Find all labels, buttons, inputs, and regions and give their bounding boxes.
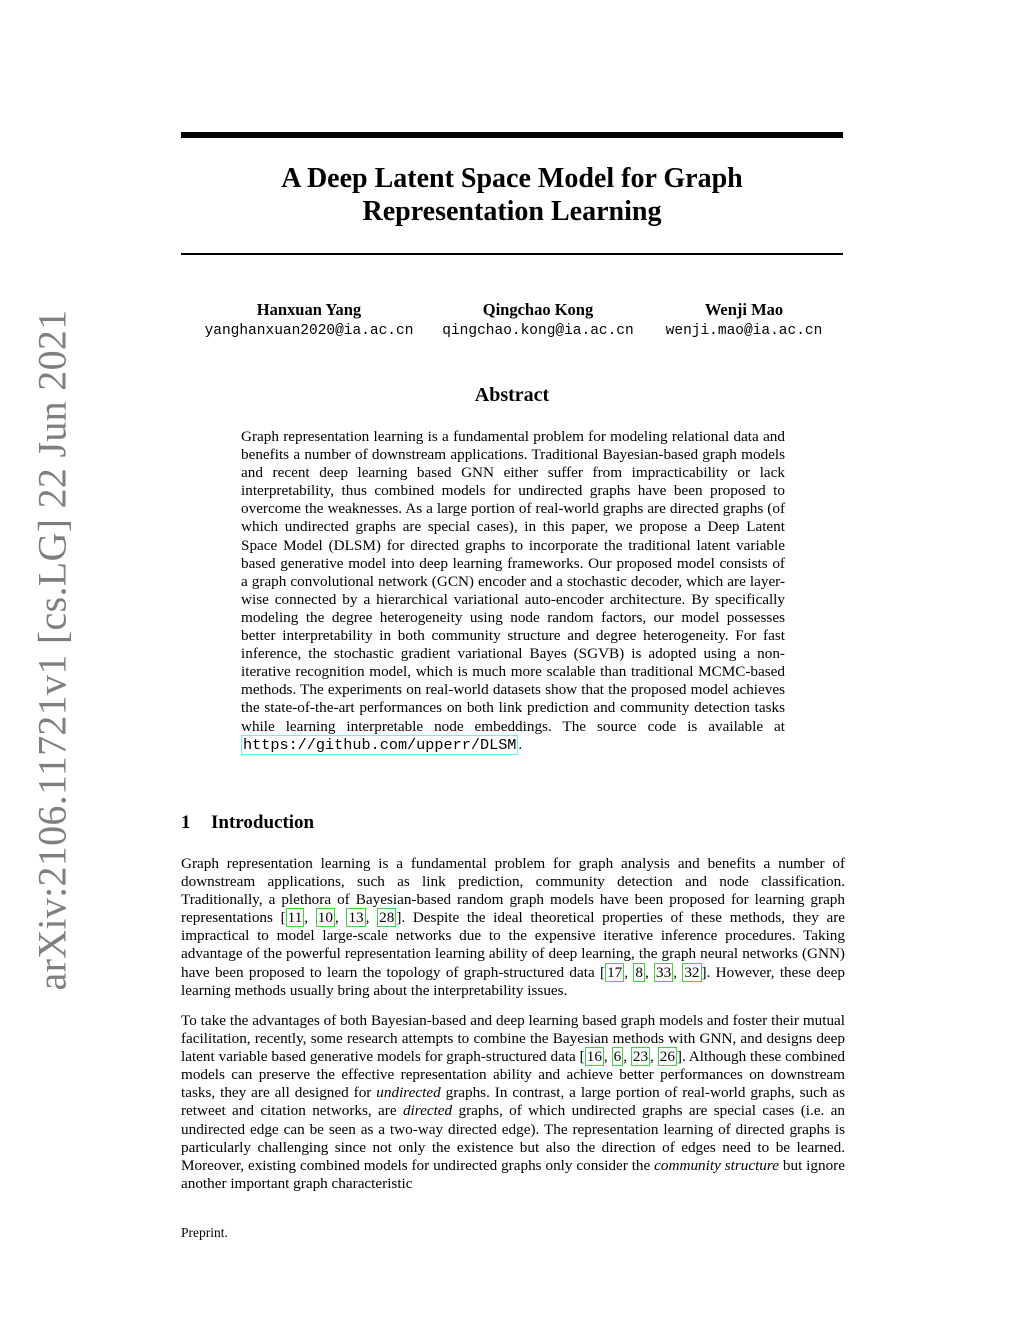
citation-link[interactable]: 16	[586, 1048, 602, 1066]
arxiv-identifier-stamp: arXiv:2106.11721v1 [cs.LG] 22 Jun 2021	[29, 309, 75, 991]
intro-paragraph-2: To take the advantages of both Bayesian-based and deep learning based graph models and foster their mutual facilitation, recently, some research attempts to combine the Bayesian methods with GNN, and designs deep latent variable based generative models for graph-structured data [ 16 , 6 , 23 , 26 ]. Although these combined models can preserve the effective representation ability and achieve better performances on downstream tasks, they are all designed for undirected graphs. In contrast, a large portion of real-world graphs, such as retweet and citation networks, are directed graphs, of which undirected graphs are special cases (i.e. an undirected edge can be seen as a two-way directed edge). The representation learning of directed graphs is particularly challenging since not only the existence but also the direction of edges need to be learned. Moreover, existing combined models for undirected graphs only consider the community structure but ignore another important graph characteristic	[181, 1012, 846, 1192]
abstract-heading: Abstract	[474, 384, 550, 406]
abstract-end: .	[518, 735, 523, 753]
section-number: 1	[181, 812, 191, 833]
paper-title	[181, 162, 843, 228]
section-heading	[181, 812, 314, 834]
citation-link[interactable]: 26	[659, 1048, 675, 1066]
author-block-1	[179, 300, 439, 341]
emphasis-text: community structure	[654, 1156, 779, 1174]
citation-link[interactable]: 13	[348, 909, 364, 927]
para-text: graphs, of which undirected graphs are special cases (i.e. an undirected edge can be seen as a two-way directed edge). The representation learning of directed graphs is particularly challenging since not only the existence but also the direction of edges need to be learned. Moreover, existing combined models for undirected graphs only consider the	[181, 1102, 845, 1174]
title-top-rule	[181, 132, 843, 138]
emphasis-text: directed	[402, 1102, 453, 1120]
citation-link[interactable]: 11	[287, 909, 303, 927]
section-title: Introduction	[211, 812, 315, 833]
citation-link[interactable]: 32	[684, 963, 700, 981]
citation-link[interactable]: 17	[607, 963, 623, 981]
para-text: graphs. In contrast, a large portion of real-world graphs, such as retweet and citation networks, are	[181, 1084, 845, 1120]
abstract-text: Graph representation learning is a fundamental problem for modeling relational data and benefits a number of downstream applications. Traditional Bayesian-based graph models and recent deep learning based GNN either suffer from impracticability or lack interpretability, thus combined models for undirected graphs have been proposed to overcome the weaknesses. As a large portion of real-world graphs are directed graphs (of which undirected graphs are special cases), in this paper, we propose a Deep Latent Space Model (DLSM) for directed graphs to incorporate the traditional latent variable based generative model into deep learning frameworks. Our proposed model consists of a graph convolutional network (GCN) encoder and a stochastic decoder, which are layer-wise connected by a hierarchical variational auto-encoder architecture. By specifically modeling the degree heterogeneity using node random factors, our model possesses better interpretability in both community structure and degree heterogeneity. For fast inference, the stochastic gradient variational Bayes (SGVB) is adopted using a non-iterative recognition model, which is much more scalable than traditional MCMC-based methods. The experiments on real-world datasets show that the proposed model achieves the state-of-the-art performances on both link prediction and community detection tasks while learning interpretable node embeddings. The source code is available at	[241, 428, 785, 735]
citation-link[interactable]: 33	[656, 963, 672, 981]
para-text: To take the advantages of both Bayesian-based and deep learning based graph models and foster their mutual facilitation, recently, some research attempts to combine the Bayesian methods with GNN, and designs deep latent variable based generative models for graph-structured data [	[181, 1012, 845, 1066]
emphasis-text: undirected	[376, 1084, 441, 1102]
author-name: Wenji Mao	[704, 300, 784, 319]
author-block-3	[614, 300, 874, 341]
footer-preprint-label: Preprint.	[181, 1225, 228, 1240]
author-name: Hanxuan Yang	[256, 300, 362, 319]
title-bottom-rule	[181, 253, 843, 255]
title-line-2: Representation Learning	[362, 196, 662, 227]
para-text: ]. Despite the ideal theoretical properties of these methods, they are impractical to model large-scale networks due to the expensive iterative inference procedures. Taking advantage of the powerful representation learning ability of deep learning, the graph neural networks (GNN) have been proposed to learn the topology of graph-structured data [	[181, 909, 846, 981]
author-email: wenji.mao@ia.ac.cn	[665, 323, 823, 339]
author-email: yanghanxuan2020@ia.ac.cn	[204, 323, 414, 339]
citation-link[interactable]: 8	[635, 963, 643, 981]
para-text: Graph representation learning is a fundamental problem for graph analysis and benefits a number of downstream applications, such as link prediction, community detection and node classification. Traditionally, a plethora of Bayesian-based random graph models have been proposed for learning graph representations [	[181, 855, 845, 927]
para-text: ]. Although these combined models can preserve the effective representation ability and achieve better performances on downstream tasks, they are all designed for	[181, 1048, 846, 1102]
intro-paragraph-1: Graph representation learning is a fundamental problem for graph analysis and benefits a number of downstream applications, such as link prediction, community detection and node classification. Traditionally, a plethora of Bayesian-based random graph models have been proposed for learning graph representations [ 11 , 10 , 13 , 28 ]. Despite the ideal theoretical properties of these methods, they are impractical to model large-scale networks due to the expensive iterative inference procedures. Taking advantage of the powerful representation learning ability of deep learning, the graph neural networks (GNN) have been proposed to learn the topology of graph-structured data [ 17 , 8 , 33 , 32 ]. However, these deep learning methods usually bring about the interpretability issues.	[181, 855, 846, 999]
citation-link[interactable]: 6	[613, 1048, 622, 1066]
para-text: but ignore another important graph characteristic	[181, 1156, 845, 1192]
citation-link[interactable]: 23	[632, 1048, 649, 1066]
citation-link[interactable]: 28	[379, 909, 395, 927]
author-email: qingchao.kong@ia.ac.cn	[442, 323, 634, 339]
source-code-link[interactable]: https://github.com/upperr/DLSM	[243, 735, 517, 754]
abstract-body	[241, 428, 785, 754]
para-text: ]. However, these deep learning methods usually bring about the interpretability issues.	[181, 963, 845, 999]
title-line-1: A Deep Latent Space Model for Graph	[281, 163, 743, 194]
citation-link[interactable]: 10	[317, 909, 333, 927]
author-name: Qingchao Kong	[482, 300, 594, 319]
